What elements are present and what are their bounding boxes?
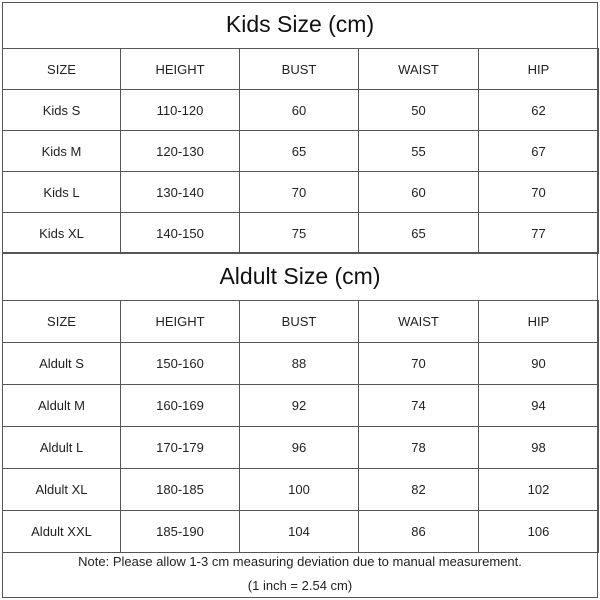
cell-height: 170-179 <box>121 427 240 469</box>
table-header-row <box>3 301 599 343</box>
cell-waist: 65 <box>359 213 479 254</box>
header-height: HEIGHT <box>121 49 240 90</box>
adult-size-title: Aldult Size (cm) <box>219 263 381 289</box>
cell-bust: 96 <box>240 427 359 469</box>
frame-bottom-border <box>2 597 598 598</box>
cell-bust: 100 <box>240 469 359 511</box>
cell-size: Kids XL <box>3 213 121 254</box>
adult-size-table <box>2 300 599 553</box>
table-row <box>3 172 599 213</box>
cell-waist: 78 <box>359 427 479 469</box>
cell-size: Aldult XXL <box>3 511 121 553</box>
table-row <box>3 511 599 553</box>
unit-conversion-note: (1 inch = 2.54 cm) <box>247 578 353 593</box>
cell-hip: 98 <box>479 427 599 469</box>
cell-height: 130-140 <box>121 172 240 213</box>
cell-height: 140-150 <box>121 213 240 254</box>
cell-bust: 75 <box>240 213 359 254</box>
cell-height: 185-190 <box>121 511 240 553</box>
cell-waist: 86 <box>359 511 479 553</box>
cell-hip: 102 <box>479 469 599 511</box>
header-bust: BUST <box>240 49 359 90</box>
table-row <box>3 90 599 131</box>
cell-hip: 94 <box>479 385 599 427</box>
cell-height: 110-120 <box>121 90 240 131</box>
cell-waist: 74 <box>359 385 479 427</box>
header-waist: WAIST <box>359 301 479 343</box>
table-row <box>3 343 599 385</box>
cell-waist: 70 <box>359 343 479 385</box>
cell-height: 120-130 <box>121 131 240 172</box>
cell-waist: 55 <box>359 131 479 172</box>
cell-size: Aldult S <box>3 343 121 385</box>
header-hip: HIP <box>479 301 599 343</box>
cell-bust: 65 <box>240 131 359 172</box>
cell-waist: 60 <box>359 172 479 213</box>
frame-top-border <box>2 2 598 3</box>
cell-size: Aldult L <box>3 427 121 469</box>
header-size: SIZE <box>3 49 121 90</box>
table-header-row <box>3 49 599 90</box>
header-height: HEIGHT <box>121 301 240 343</box>
cell-hip: 90 <box>479 343 599 385</box>
cell-hip: 70 <box>479 172 599 213</box>
cell-size: Kids S <box>3 90 121 131</box>
cell-size: Kids M <box>3 131 121 172</box>
kids-size-table <box>2 48 599 254</box>
cell-size: Aldult XL <box>3 469 121 511</box>
header-waist: WAIST <box>359 49 479 90</box>
table-row <box>3 385 599 427</box>
cell-bust: 60 <box>240 90 359 131</box>
cell-waist: 82 <box>359 469 479 511</box>
cell-bust: 92 <box>240 385 359 427</box>
kids-size-title: Kids Size (cm) <box>225 11 375 37</box>
cell-hip: 62 <box>479 90 599 131</box>
cell-bust: 70 <box>240 172 359 213</box>
cell-hip: 77 <box>479 213 599 254</box>
cell-waist: 50 <box>359 90 479 131</box>
cell-bust: 88 <box>240 343 359 385</box>
cell-height: 150-160 <box>121 343 240 385</box>
cell-hip: 67 <box>479 131 599 172</box>
cell-size: Kids L <box>3 172 121 213</box>
table-row <box>3 427 599 469</box>
header-hip: HIP <box>479 49 599 90</box>
cell-height: 180-185 <box>121 469 240 511</box>
cell-bust: 104 <box>240 511 359 553</box>
cell-height: 160-169 <box>121 385 240 427</box>
table-row <box>3 469 599 511</box>
table-row <box>3 131 599 172</box>
cell-hip: 106 <box>479 511 599 553</box>
measurement-note: Note: Please allow 1-3 cm measuring deviation due to manual measurement. <box>78 554 522 569</box>
cell-size: Aldult M <box>3 385 121 427</box>
header-size: SIZE <box>3 301 121 343</box>
header-bust: BUST <box>240 301 359 343</box>
table-row <box>3 213 599 254</box>
